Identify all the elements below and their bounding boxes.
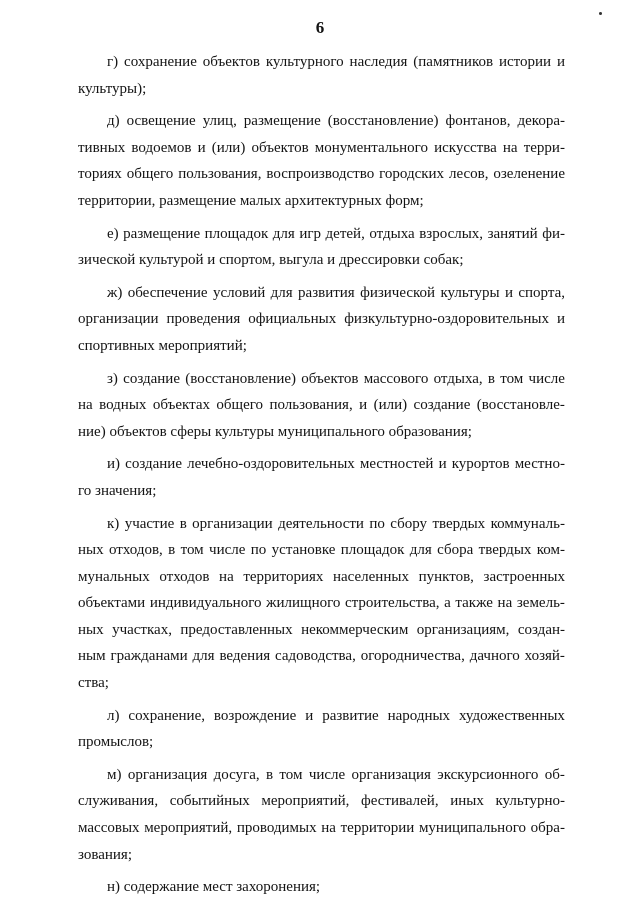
word: истории: [498, 54, 552, 70]
word: объектов: [202, 54, 260, 70]
word: ным: [78, 648, 106, 665]
word: застроенных: [483, 568, 565, 585]
word: к): [107, 515, 120, 532]
word: городских: [379, 166, 445, 183]
word: организация: [351, 766, 431, 783]
word: в: [179, 515, 187, 532]
word: массовых: [78, 820, 140, 837]
word: озеленение: [493, 166, 565, 183]
word: общего: [216, 397, 264, 414]
word: терри-: [523, 139, 565, 156]
word: в: [487, 370, 495, 387]
word: также: [455, 595, 493, 612]
word: мероприятий,: [144, 820, 233, 837]
word: обеспечение: [127, 284, 208, 301]
text-line: [78, 511, 565, 538]
word: и: [305, 707, 314, 724]
word: том: [500, 370, 524, 387]
word: сбора: [437, 542, 474, 559]
word: организации: [78, 311, 159, 328]
word: местностей: [359, 456, 434, 473]
word: служивания,: [78, 793, 159, 810]
word: декора-: [517, 113, 565, 130]
word: е): [107, 225, 119, 242]
word: и: [556, 54, 565, 70]
word: создание: [123, 370, 180, 387]
word: ториях: [78, 166, 122, 183]
word: муниципального: [418, 820, 526, 837]
word: народных: [387, 707, 451, 724]
word: в: [265, 766, 274, 783]
text-line: [78, 564, 565, 591]
word: и): [107, 456, 121, 473]
word: населенных: [332, 568, 409, 585]
word: культурно-: [495, 793, 565, 810]
word: досуга,: [213, 766, 260, 783]
text-line: зической культурой и спортом, выгула и дрессировки собак;: [78, 252, 464, 269]
word: создание: [413, 397, 471, 414]
word: размещение: [243, 113, 321, 130]
word: некоммерческим: [301, 621, 409, 638]
text-line: [78, 537, 565, 564]
word: курортов: [451, 456, 510, 473]
word: твердых: [478, 542, 532, 559]
word: отдыха,: [433, 370, 483, 387]
word: обра-: [530, 820, 565, 837]
word: для: [272, 225, 295, 242]
text-line: [78, 590, 565, 617]
word: воспроизводство: [266, 166, 375, 183]
text-line: [78, 161, 565, 188]
text-line: [78, 221, 565, 248]
word: для: [409, 542, 432, 559]
word: для: [192, 648, 215, 665]
word: пользования,: [269, 397, 353, 414]
text-line: [78, 762, 565, 789]
word: садоводства,: [275, 648, 356, 665]
word: на: [219, 568, 234, 585]
word: объектов: [251, 139, 309, 156]
word: д): [107, 113, 120, 130]
text-line: культуры);: [78, 80, 147, 97]
word: детей,: [325, 225, 365, 242]
word: физкультурно-оздоровительных: [344, 311, 549, 328]
word: водоемов: [131, 139, 192, 156]
word: организациям,: [416, 621, 510, 638]
word: на: [502, 139, 518, 156]
text-line: ства;: [78, 675, 109, 692]
word: индивидуального: [149, 595, 262, 612]
word: площадок: [340, 542, 405, 559]
word: гражданами: [110, 648, 188, 665]
paragraph: [78, 108, 565, 214]
word: м): [107, 766, 122, 783]
scan-speck: [599, 12, 602, 15]
word: на: [321, 820, 336, 837]
word: взрослых,: [419, 225, 484, 242]
text-line: [78, 392, 565, 419]
word: монументального: [314, 139, 428, 156]
word: лесов,: [448, 166, 489, 183]
word: общего: [126, 166, 174, 183]
word: твердых: [432, 515, 486, 532]
word: организация: [127, 766, 208, 783]
word: установке: [271, 542, 336, 559]
word: том: [279, 766, 303, 783]
word: пунктов,: [418, 568, 474, 585]
word: массового: [363, 370, 429, 387]
word: искусства: [434, 139, 497, 156]
word: числе: [528, 370, 565, 387]
word: по: [369, 515, 385, 532]
word: (или): [373, 397, 408, 414]
word: л): [107, 707, 120, 724]
paragraph: [78, 762, 565, 868]
word: проводимых: [236, 820, 317, 837]
word: жилищного: [266, 595, 341, 612]
text-line: территории, размещение малых архитектурных форм;: [78, 192, 424, 209]
word: деятельности: [278, 515, 364, 532]
text-line: [78, 306, 565, 333]
word: коммуналь-: [490, 515, 565, 532]
word: объектов: [301, 370, 359, 387]
paragraph: [78, 221, 565, 274]
word: предоставленных: [180, 621, 293, 638]
word: и: [556, 311, 565, 328]
word: сохранение,: [128, 707, 205, 724]
word: и: [359, 397, 368, 414]
text-line: [78, 788, 565, 815]
word: площадок: [204, 225, 269, 242]
word: отходов,: [108, 542, 163, 559]
word: а: [444, 595, 451, 612]
word: мероприятий,: [261, 793, 350, 810]
page-number: 6: [315, 18, 325, 37]
word: отдыха: [369, 225, 415, 242]
text-line: [78, 815, 565, 842]
word: сбору: [390, 515, 428, 532]
word: и: [504, 284, 513, 301]
word: огородничества,: [360, 648, 465, 665]
word: развитие: [322, 707, 379, 724]
text-line: [78, 49, 565, 76]
word: хозяй-: [524, 648, 565, 665]
word: культуры: [440, 284, 500, 301]
word: ж): [107, 284, 123, 301]
paragraph: [78, 49, 565, 102]
text-line: [78, 366, 565, 393]
text-line: [78, 280, 565, 307]
word: территориях: [243, 568, 324, 585]
word: з): [107, 370, 118, 387]
word: наследия: [349, 54, 408, 70]
word: и: [438, 456, 447, 473]
text-line: ние) объектов сферы культуры муниципального образования;: [78, 423, 472, 440]
text-line: [78, 703, 565, 730]
word: (памятников: [413, 54, 494, 70]
document-body: [78, 49, 565, 907]
text-line: [78, 643, 565, 670]
word: ных: [78, 621, 104, 638]
word: создан-: [517, 621, 565, 638]
word: сохранение: [124, 54, 197, 70]
word: событийных: [169, 793, 250, 810]
word: размещение: [123, 225, 201, 242]
word: ных: [78, 542, 104, 559]
word: спорта,: [518, 284, 565, 301]
paragraph: [78, 366, 565, 446]
word: и: [197, 139, 206, 156]
paragraph: [78, 280, 565, 360]
word: занятий: [487, 225, 538, 242]
word: на: [78, 397, 93, 414]
word: фестивалей,: [360, 793, 439, 810]
word: создание: [125, 456, 182, 473]
word: тивных: [78, 139, 126, 156]
text-line: [78, 108, 565, 135]
word: объектах: [152, 397, 210, 414]
text-line: н) содержание мест захоронения;: [107, 879, 321, 896]
word: объектами: [78, 595, 146, 612]
word: улиц,: [202, 113, 237, 130]
word: г): [107, 54, 119, 70]
word: том: [180, 542, 204, 559]
word: художественных: [458, 707, 565, 724]
paragraph: [78, 874, 565, 901]
word: ведения: [219, 648, 271, 665]
word: числе: [308, 766, 346, 783]
paragraph: [78, 451, 565, 504]
word: территории: [340, 820, 415, 837]
word: культурного: [265, 54, 344, 70]
word: (или): [211, 139, 246, 156]
paragraph: [78, 703, 565, 756]
word: игр: [299, 225, 322, 242]
word: местно-: [514, 456, 565, 473]
word: возрождение: [213, 707, 297, 724]
word: дачного: [469, 648, 520, 665]
word: условий: [212, 284, 266, 301]
text-line: [78, 617, 565, 644]
word: фонтанов,: [445, 113, 511, 130]
word: в: [168, 542, 176, 559]
paragraph: [78, 511, 565, 697]
word: на: [497, 595, 513, 612]
word: развития: [298, 284, 355, 301]
word: отходов: [159, 568, 210, 585]
text-line: зования;: [78, 846, 133, 863]
word: ком-: [536, 542, 565, 559]
word: иных: [450, 793, 484, 810]
word: официальных: [248, 311, 337, 328]
word: по: [250, 542, 267, 559]
word: освещение: [126, 113, 196, 130]
word: участках,: [112, 621, 172, 638]
word: для: [270, 284, 293, 301]
word: организации: [192, 515, 273, 532]
word: (восстановление): [185, 370, 297, 387]
text-line: [78, 135, 565, 162]
word: проведения: [166, 311, 241, 328]
word: водных: [99, 397, 147, 414]
text-line: го значения;: [78, 482, 157, 499]
text-line: промыслов;: [78, 734, 154, 751]
word: об-: [544, 766, 565, 783]
word: фи-: [542, 225, 565, 242]
word: земель-: [516, 595, 565, 612]
word: строительства,: [345, 595, 440, 612]
word: числе: [209, 542, 246, 559]
text-line: [78, 451, 565, 478]
word: лечебно-оздоровительных: [187, 456, 355, 473]
word: физической: [360, 284, 436, 301]
word: (восстановление): [327, 113, 439, 130]
word: мунальных: [78, 568, 150, 585]
word: экскурсионного: [437, 766, 539, 783]
text-line: спортивных мероприятий;: [78, 337, 247, 354]
word: пользования,: [178, 166, 262, 183]
word: (восстановле-: [476, 397, 565, 414]
word: участие: [124, 515, 175, 532]
